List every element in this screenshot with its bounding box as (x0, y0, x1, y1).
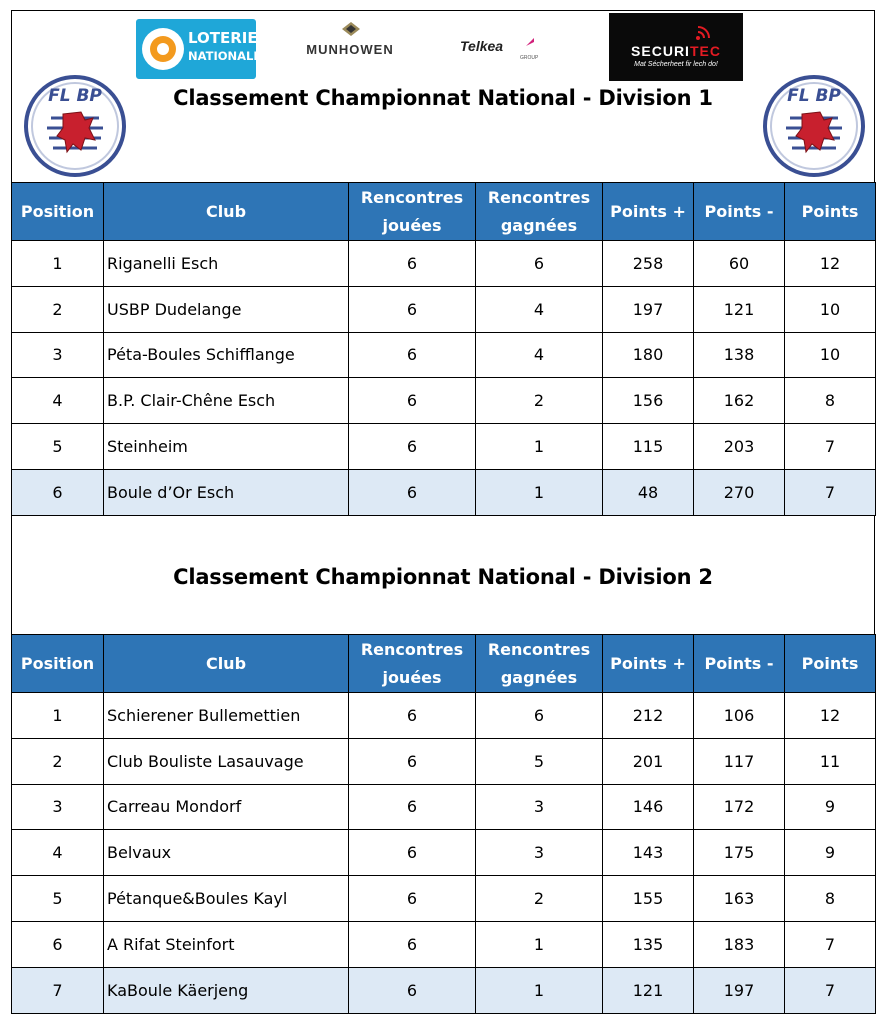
points-cell: 9 (785, 784, 876, 830)
points-cell: 9 (785, 830, 876, 876)
telkea-name: Telkea (460, 38, 504, 54)
points-cell: 12 (785, 241, 876, 287)
table-row (12, 830, 876, 876)
won-cell: 6 (476, 241, 603, 287)
points-cell: 8 (785, 876, 876, 922)
points-for-cell: 135 (603, 921, 694, 967)
points-cell: 7 (785, 967, 876, 1013)
points-for-cell: 156 (603, 378, 694, 424)
club-cell: Carreau Mondorf (104, 784, 349, 830)
played-cell: 6 (349, 332, 476, 378)
won-cell: 6 (476, 693, 603, 739)
played-cell: 6 (349, 469, 476, 515)
club-cell: KaBoule Käerjeng (104, 967, 349, 1013)
position-cell: 2 (12, 738, 104, 784)
points-against-cell: 270 (694, 469, 785, 515)
won-cell: 2 (476, 876, 603, 922)
securitec-name (609, 43, 743, 59)
securitec-tagline: Mat Sécherheet fir lech do! (634, 61, 718, 68)
points-against-cell: 183 (694, 921, 785, 967)
club-cell: Péta-Boules Schifflange (104, 332, 349, 378)
points-against-cell: 60 (694, 241, 785, 287)
club-cell: Schierener Bullemettien (104, 693, 349, 739)
points-cell: 8 (785, 378, 876, 424)
loterie-line2: NATIONALE (188, 49, 262, 63)
table-row (12, 693, 876, 739)
points-against-cell: 175 (694, 830, 785, 876)
crest-left-text: FL BP (48, 86, 102, 106)
col-rencontres-jouees: Rencontres jouées (349, 183, 476, 241)
munhowen-logo (290, 22, 410, 62)
club-cell: USBP Dudelange (104, 286, 349, 332)
played-cell: 6 (349, 830, 476, 876)
position-cell: 1 (12, 693, 104, 739)
played-cell: 6 (349, 967, 476, 1013)
col-points-plus: Points + (603, 635, 694, 693)
position-cell: 1 (12, 241, 104, 287)
table-row (12, 332, 876, 378)
played-cell: 6 (349, 241, 476, 287)
position-cell: 4 (12, 830, 104, 876)
points-for-cell: 212 (603, 693, 694, 739)
table-row (12, 424, 876, 470)
played-cell: 6 (349, 693, 476, 739)
col-rencontres-jouees: Rencontres jouées (349, 635, 476, 693)
division2-title: Classement Championnat National - Division 2 (173, 565, 713, 589)
points-cell: 10 (785, 286, 876, 332)
points-for-cell: 48 (603, 469, 694, 515)
position-cell: 2 (12, 286, 104, 332)
securitec-name-part1: SECURI (631, 43, 690, 59)
telkea-accent-icon (526, 38, 534, 46)
col-rencontres-gagnees: Rencontres gagnées (476, 183, 603, 241)
col-points: Points (785, 635, 876, 693)
col-club: Club (104, 635, 349, 693)
col-points-plus: Points + (603, 183, 694, 241)
munhowen-name: MUNHOWEN (306, 42, 394, 57)
played-cell: 6 (349, 378, 476, 424)
securitec-logo (609, 13, 743, 81)
col-points-minus: Points - (694, 635, 785, 693)
points-against-cell: 203 (694, 424, 785, 470)
position-cell: 4 (12, 378, 104, 424)
played-cell: 6 (349, 921, 476, 967)
played-cell: 6 (349, 738, 476, 784)
won-cell: 1 (476, 469, 603, 515)
played-cell: 6 (349, 784, 476, 830)
division1-title: Classement Championnat National - Division 1 (173, 86, 713, 110)
points-for-cell: 115 (603, 424, 694, 470)
won-cell: 1 (476, 967, 603, 1013)
table-row (12, 286, 876, 332)
points-for-cell: 201 (603, 738, 694, 784)
won-cell: 3 (476, 784, 603, 830)
points-for-cell: 121 (603, 967, 694, 1013)
points-against-cell: 121 (694, 286, 785, 332)
points-against-cell: 138 (694, 332, 785, 378)
table-row (12, 784, 876, 830)
col-points-minus: Points - (694, 183, 785, 241)
played-cell: 6 (349, 286, 476, 332)
points-cell: 12 (785, 693, 876, 739)
points-for-cell: 155 (603, 876, 694, 922)
points-for-cell: 146 (603, 784, 694, 830)
won-cell: 1 (476, 921, 603, 967)
table-row (12, 967, 876, 1013)
signal-wave-icon (695, 23, 713, 41)
club-cell: Boule d’Or Esch (104, 469, 349, 515)
club-cell: B.P. Clair-Chêne Esch (104, 378, 349, 424)
points-against-cell: 163 (694, 876, 785, 922)
division2-header-row (12, 635, 876, 693)
division1-header-row (12, 183, 876, 241)
points-cell: 7 (785, 424, 876, 470)
won-cell: 2 (476, 378, 603, 424)
col-position: Position (12, 183, 104, 241)
position-cell: 3 (12, 784, 104, 830)
played-cell: 6 (349, 424, 476, 470)
points-against-cell: 117 (694, 738, 785, 784)
club-cell: A Rifat Steinfort (104, 921, 349, 967)
club-cell: Riganelli Esch (104, 241, 349, 287)
won-cell: 4 (476, 332, 603, 378)
points-against-cell: 197 (694, 967, 785, 1013)
points-against-cell: 106 (694, 693, 785, 739)
crest-right-text: FL BP (787, 86, 841, 106)
position-cell: 5 (12, 876, 104, 922)
position-cell: 7 (12, 967, 104, 1013)
loterie-ball-icon (142, 28, 184, 70)
points-against-cell: 162 (694, 378, 785, 424)
col-points: Points (785, 183, 876, 241)
col-club: Club (104, 183, 349, 241)
points-for-cell: 143 (603, 830, 694, 876)
club-cell: Pétanque&Boules Kayl (104, 876, 349, 922)
played-cell: 6 (349, 876, 476, 922)
club-cell: Club Bouliste Lasauvage (104, 738, 349, 784)
points-cell: 7 (785, 921, 876, 967)
won-cell: 4 (476, 286, 603, 332)
securitec-name-part2: TEC (689, 43, 721, 59)
munhowen-mark-icon (342, 22, 360, 36)
points-against-cell: 172 (694, 784, 785, 830)
points-cell: 11 (785, 738, 876, 784)
club-cell: Steinheim (104, 424, 349, 470)
table-row (12, 921, 876, 967)
position-cell: 6 (12, 469, 104, 515)
table-row (12, 876, 876, 922)
points-for-cell: 258 (603, 241, 694, 287)
loterie-nationale-logo (136, 19, 262, 79)
position-cell: 5 (12, 424, 104, 470)
points-cell: 10 (785, 332, 876, 378)
won-cell: 1 (476, 424, 603, 470)
table-row (12, 378, 876, 424)
table-row (12, 241, 876, 287)
points-cell: 7 (785, 469, 876, 515)
col-position: Position (12, 635, 104, 693)
telkea-logo (460, 38, 550, 60)
position-cell: 3 (12, 332, 104, 378)
division1-table (11, 182, 876, 516)
points-for-cell: 197 (603, 286, 694, 332)
telkea-sub: GROUP (520, 55, 539, 61)
won-cell: 5 (476, 738, 603, 784)
points-for-cell: 180 (603, 332, 694, 378)
table-row (12, 738, 876, 784)
col-rencontres-gagnees: Rencontres gagnées (476, 635, 603, 693)
division2-table (11, 634, 876, 1014)
club-cell: Belvaux (104, 830, 349, 876)
table-row (12, 469, 876, 515)
won-cell: 3 (476, 830, 603, 876)
loterie-line1: LOTERIE (188, 29, 258, 47)
position-cell: 6 (12, 921, 104, 967)
